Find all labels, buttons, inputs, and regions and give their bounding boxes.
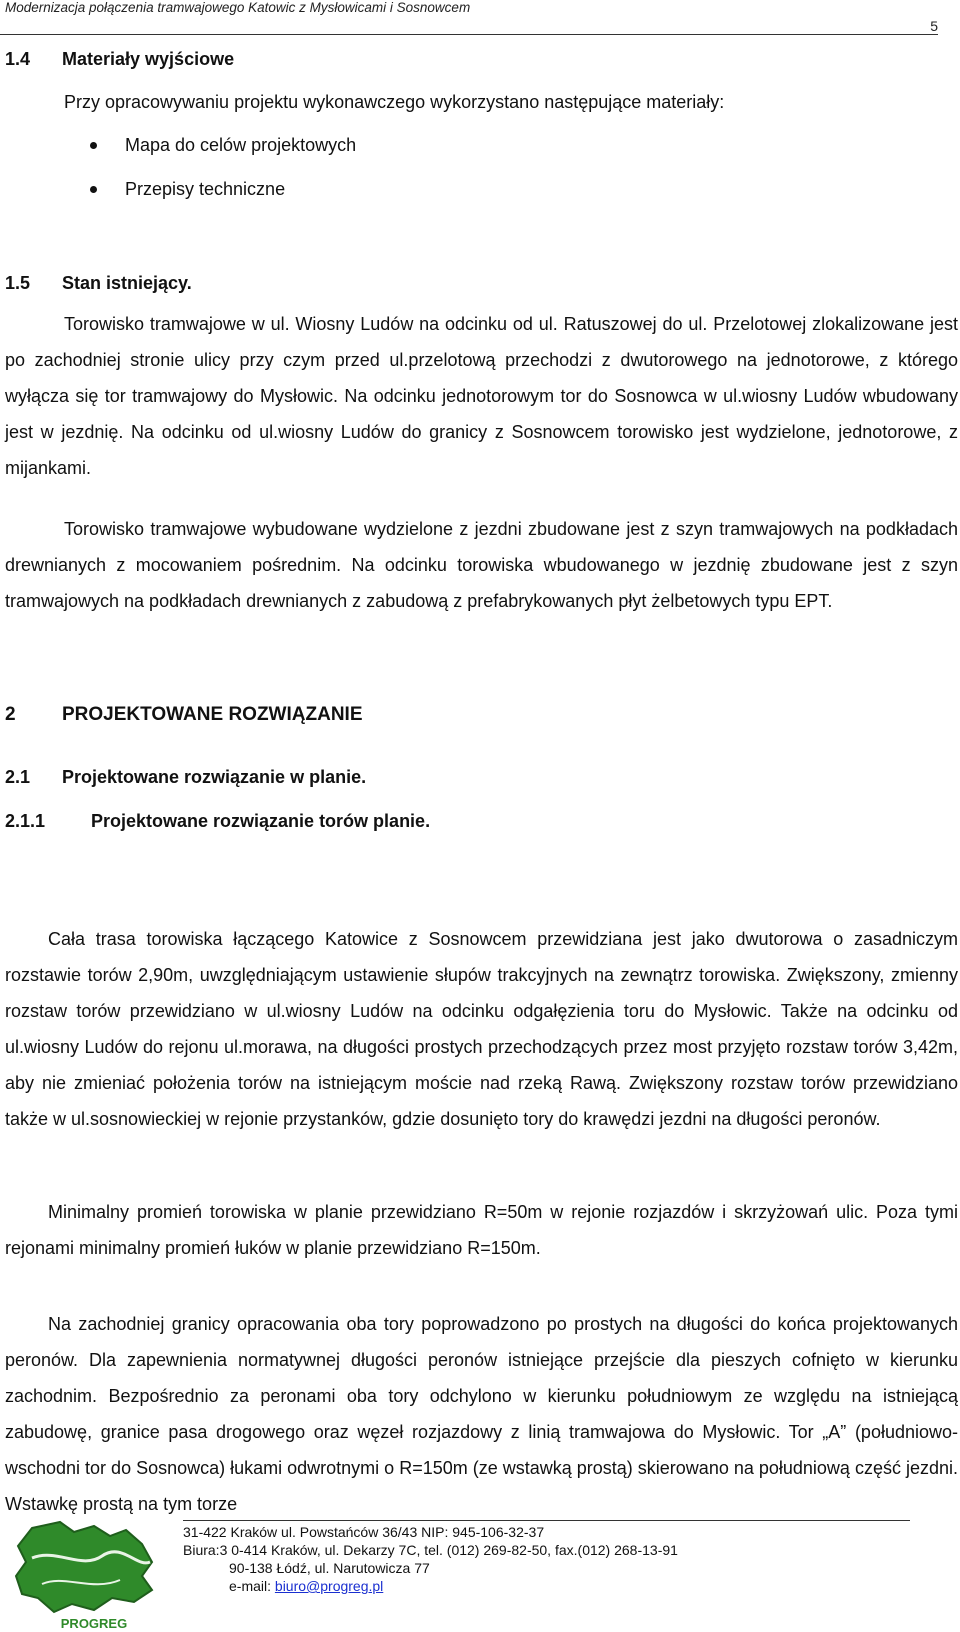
heading-2-1 [5,766,366,788]
heading-title: Projektowane rozwiązanie w planie. [62,767,367,787]
paragraph: Torowisko tramwajowe w ul. Wiosny Ludów na odcinku od ul. Ratuszowej do ul. Przelotowej zlokalizowane jest po zachodniej stronie ulicy przy czym przed ul.przelotową przechodzi z dwutorowego na jednotorowe, z którego wyłącza się tor tramwajowy do Mysłowic. Na odcinku jednotorowym tor do Sosnowca w ul.wiosny Ludów wbudowany jest w jezdnię. Na odcinku od ul.wiosny Ludów do granicy z Sosnowcem torowisko jest wydzielone, jednotorowe, z mijankami. [5,314,958,478]
paragraph: Torowisko tramwajowe wybudowane wydzielone z jezdni zbudowane jest z szyn tramwajowych na podkładach drewnianych z mocowaniem pośrednim. Na odcinku torowiska wbudowanego w jezdnię zbudowane jest z szyn tramwajowych na podkładach drewnianych z zabudową z prefabrykowanych płyt żelbetowych typu EPT. [5,519,958,611]
heading-number: 2.1.1 [5,811,46,831]
heading-1-4 [5,48,234,70]
heading-2 [5,704,363,726]
heading-title: Materiały wyjściowe [62,49,235,69]
footer [183,1523,678,1595]
footer-line: 90-138 Łódź, ul. Narutowicza 77 [229,1560,430,1576]
materials-list [0,134,356,222]
heading-title: Projektowane rozwiązanie torów planie. [91,811,431,831]
footer-rule [183,1520,910,1521]
running-header: Modernizacja połączenia tramwajowego Katowic z Mysłowicami i Sosnowcem [5,0,471,15]
email-link[interactable]: biuro@progreg.pl [274,1578,384,1594]
paragraph: Na zachodniej granicy opracowania oba tory poprowadzono po prostych na długości do końca projektowanych peronów. Dla zapewnienia normatywnej długości peronów istniejące przejście dla pieszych cofnięto w kierunku zachodnim. Bezpośrednio za peronami oba tory odchylono w kierunku południowym ze względu na istniejącą zabudowę, granice pasa drogowego oraz węzeł rozjazdowy z linią tramwajowa do Mysłowic. Tor „A” (południowo-wschodni tor do Sosnowca) łukami odwrotnymi o R=150m (ze wstawką prostą) skierowano na południową część jezdni. Wstawkę prostą na tym torze [5,1314,958,1514]
bullet-icon [90,142,97,149]
heading-title: PROJEKTOWANE ROZWIĄZANIE [62,704,363,725]
heading-1-5 [5,272,192,294]
bullet-icon [90,186,97,193]
email-label: e-mail: [229,1578,275,1594]
footer-line: Biura:3 0-414 Kraków, ul. Dekarzy 7C, tel. (012) 269-82-50, fax.(012) 268-13-91 [183,1542,678,1558]
list-item: Przepisy techniczne [0,178,356,222]
paragraph: Cała trasa torowiska łączącego Katowice z Sosnowcem przewidziana jest jako dwutorowa o zasadniczym rozstawie torów 2,90m, uwzględniającym ustawienie słupów trakcyjnych na zewnątrz torowiska. Zwiększony, zmienny rozstaw torów przewidziano w ul.wiosny Ludów na odcinku odgałęzienia toru do Mysłowic. Także na odcinku od ul.wiosny Ludów do rejonu ul.morawa, na długości prostych przechodzących przez most przyjęto rozstaw torów 3,42m, aby nie zmieniać położenia torów na istniejącym moście nad rzeką Rawą. Zwiększony rozstaw torów przewidziano także w ul.sosnowieckiej w rejonie przystanków, gdzie dosunięto tory do krawędzi jezdni na długości peronów. [5,929,958,1129]
header-rule [0,34,938,35]
map-shape-icon [16,1522,152,1612]
paragraph: Minimalny promień torowiska w planie przewidziano R=50m w rejonie rozjazdów i skrzyżowań ulic. Poza tymi rejonami minimalny promień łuków w planie przewidziano R=150m. [5,1202,958,1258]
heading-number: 1.4 [5,49,31,69]
heading-number: 2 [5,704,16,725]
heading-number: 2.1 [5,767,31,787]
footer-email-line [183,1577,678,1595]
heading-title: Stan istniejący. [62,273,192,293]
progreg-logo [2,1518,170,1632]
logo-text: PROGREG [60,1616,128,1631]
page-number: 5 [930,18,938,34]
list-item: Mapa do celów projektowych [0,134,356,178]
heading-2-1-1 [5,810,430,832]
footer-line: 31-422 Kraków ul. Powstańców 36/43 NIP: 945-106-32-37 [183,1524,545,1540]
heading-number: 1.5 [5,273,31,293]
intro-text: Przy opracowywaniu projektu wykonawczego wykorzystano następujące materiały: [64,92,725,112]
